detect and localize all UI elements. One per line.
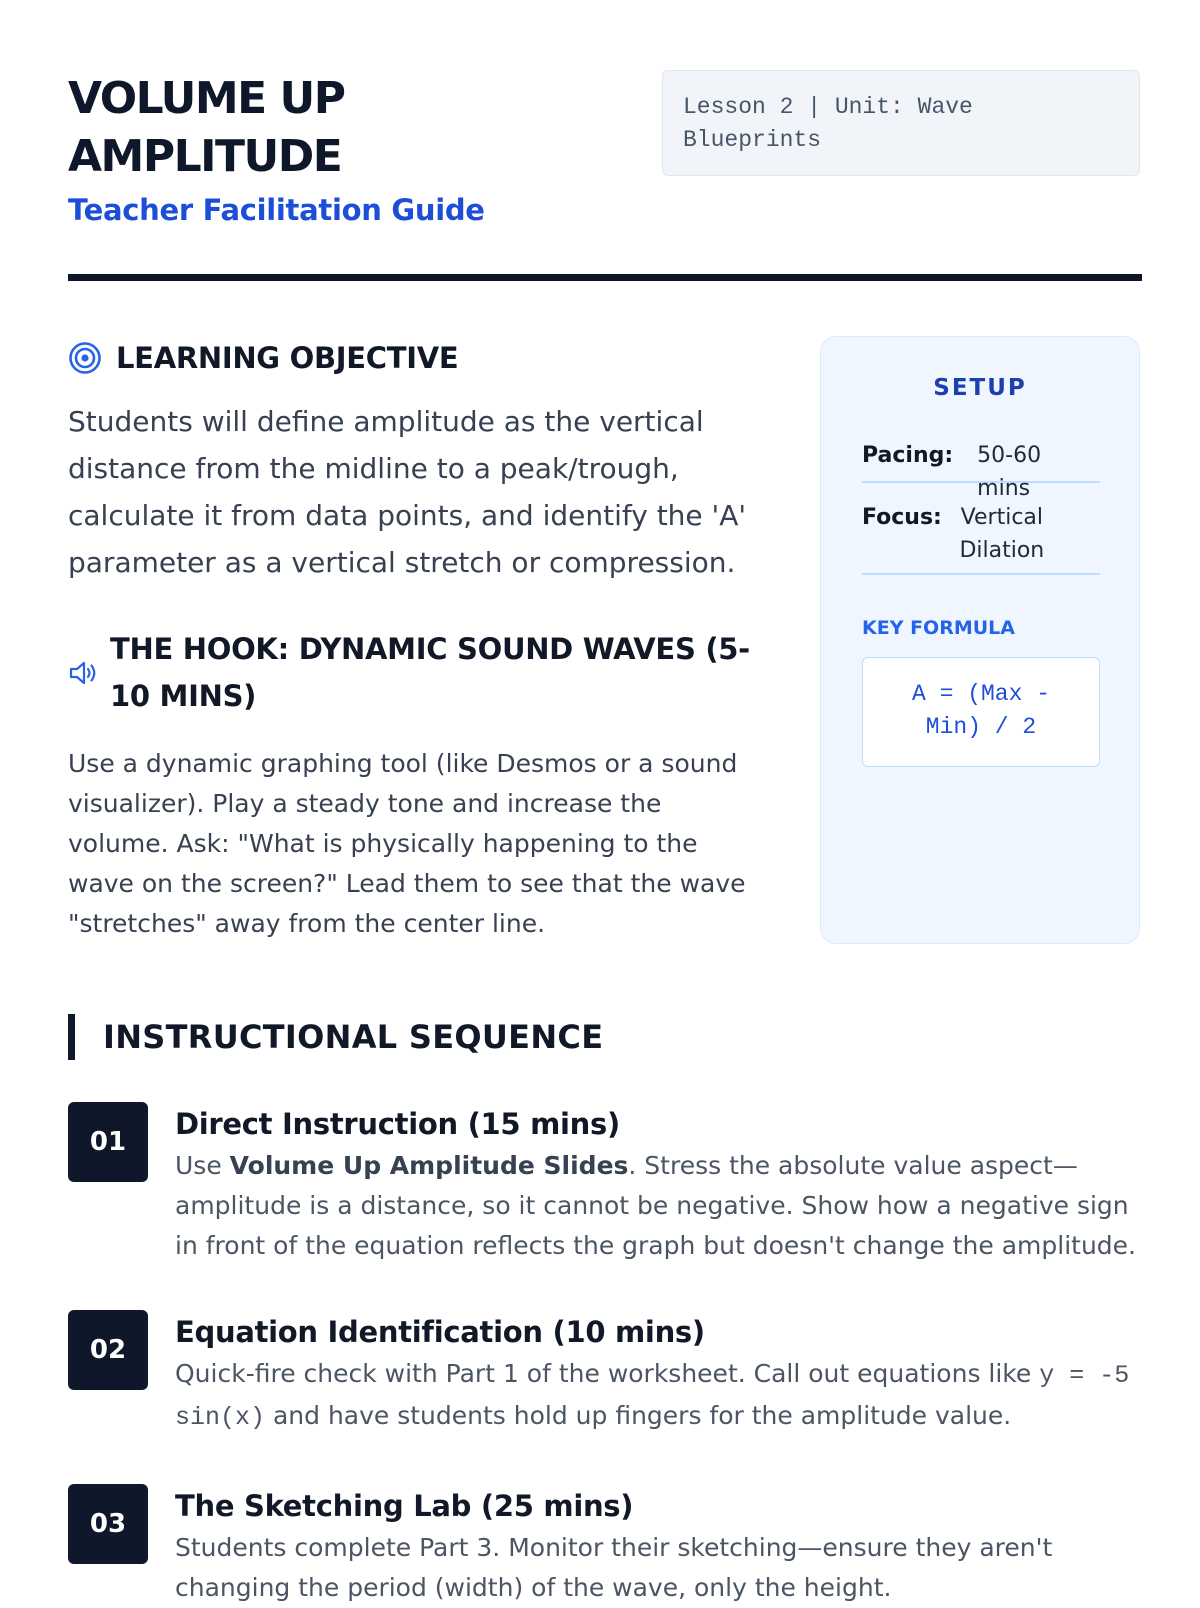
pacing-label: Pacing: (862, 443, 954, 468)
learning-objective-label: LEARNING OBJECTIVE (116, 341, 459, 375)
instructional-sequence-heading: INSTRUCTIONAL SEQUENCE (68, 1014, 603, 1060)
key-formula-box (862, 657, 1100, 767)
step-title: Direct Instruction (15 mins) (175, 1107, 620, 1141)
step-description (175, 1146, 1142, 1266)
pacing-value: 50-60 mins (977, 443, 1042, 501)
slides-name: Volume Up Amplitude Slides (229, 1151, 629, 1180)
step-text-after: and have students hold up fingers for the amplitude value. (265, 1401, 1012, 1430)
step-text-before: Use (175, 1151, 230, 1180)
step-description: Students complete Part 3. Monitor their sketching—ensure they aren't changing the period (width) of the wave, only the height. (175, 1533, 1053, 1602)
hook-heading-label: THE HOOK: DYNAMIC SOUND WAVES (5-10 MINS) (110, 632, 750, 713)
learning-objective-heading (68, 338, 458, 378)
page-header (68, 70, 1142, 280)
step-number: 03 (68, 1484, 148, 1564)
target-icon (68, 341, 102, 375)
key-formula: A = (Max - Min) / 2 (911, 681, 1051, 740)
lesson-unit-label: Lesson 2 | Unit: Wave Blueprints (683, 94, 973, 153)
setup-focus-row (862, 501, 1100, 575)
step-title: Equation Identification (10 mins) (175, 1315, 705, 1349)
setup-title: SETUP (933, 375, 1027, 401)
step-title: The Sketching Lab (25 mins) (175, 1489, 634, 1523)
step-number: 02 (68, 1310, 148, 1390)
lesson-unit-badge (662, 70, 1140, 176)
setup-card (820, 336, 1140, 944)
page-subtitle: Teacher Facilitation Guide (68, 193, 485, 227)
facilitation-guide-page (68, 0, 1142, 1600)
setup-pacing-row (862, 439, 1100, 501)
step-text-after: . Stress the absolute value aspect—amplitude is a distance, so it cannot be negative. Show how a negative sign in front of the equation reflects the graph but doesn't change the amplitude. (175, 1151, 1136, 1260)
focus-label: Focus: (862, 505, 942, 530)
learning-objective-text: Students will define amplitude as the vertical distance from the midline to a peak/trough, calculate it from data points, and identify the 'A' parameter as a vertical stretch or compression. (68, 405, 747, 579)
header-divider (68, 274, 1142, 281)
hook-heading (68, 626, 768, 720)
page-title: VOLUME UP AMPLITUDE (68, 73, 345, 182)
hook-text: Use a dynamic graphing tool (like Desmos or a sound visualizer). Play a steady tone and increase the volume. Ask: "What is physically happening to the wave on the screen?" Lead them to see that the wave "stretches" away from the center line. (68, 749, 746, 938)
step-text-before: Quick-fire check with Part 1 of the worksheet. Call out equations like (175, 1359, 1040, 1388)
example-equation: y = -5 sin(x) (175, 1361, 1130, 1432)
speaker-icon (68, 658, 98, 688)
step-number: 01 (68, 1102, 148, 1182)
step-description (175, 1354, 1142, 1438)
focus-value: Vertical Dilation (959, 505, 1045, 563)
key-formula-label: KEY FORMULA (862, 617, 1015, 639)
